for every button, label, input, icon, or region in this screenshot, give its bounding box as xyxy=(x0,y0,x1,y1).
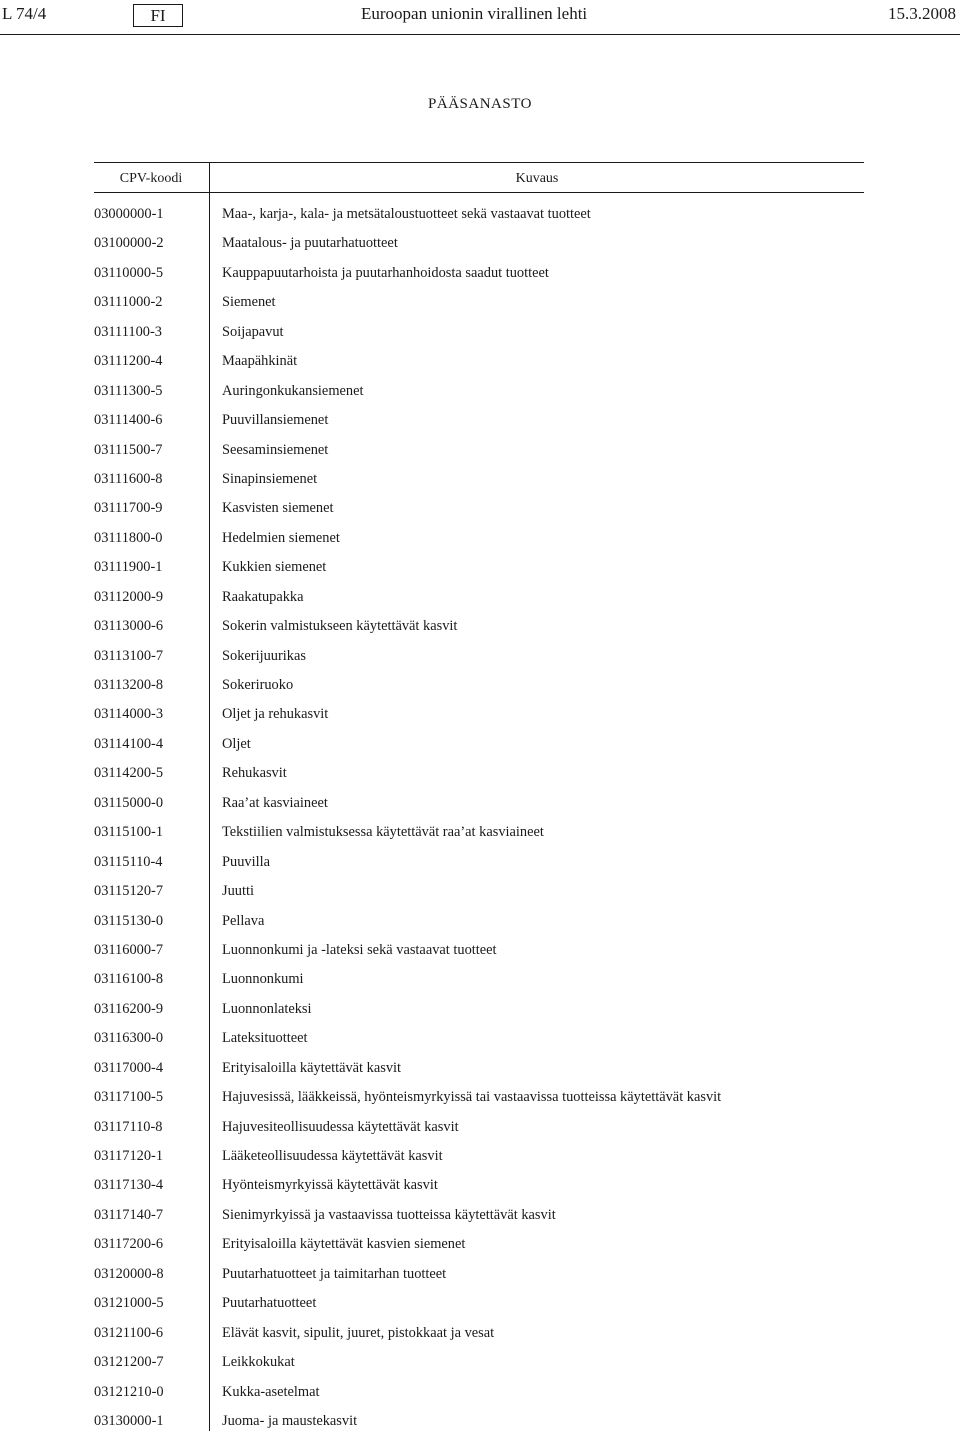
cpv-description: Rehukasvit xyxy=(222,765,287,782)
table-row xyxy=(94,1409,864,1438)
cpv-description: Elävät kasvit, sipulit, juuret, pistokkaat ja vesat xyxy=(222,1324,495,1341)
cpv-code: 03113100-7 xyxy=(94,647,164,664)
cpv-code: 03114100-4 xyxy=(94,735,164,752)
cpv-description: Luonnonkumi xyxy=(222,971,304,988)
table-row xyxy=(94,644,864,673)
cpv-code: 03100000-2 xyxy=(94,235,164,252)
table-row xyxy=(94,496,864,525)
cpv-code: 03130000-1 xyxy=(94,1412,164,1429)
table-row xyxy=(94,320,864,349)
cpv-code: 03117120-1 xyxy=(94,1148,164,1164)
table-row xyxy=(94,349,864,378)
cpv-description: Luonnonlateksi xyxy=(222,1000,312,1017)
cpv-description: Puuvillansiemenet xyxy=(222,412,329,429)
table-row xyxy=(94,997,864,1026)
cpv-description: Puutarhatuotteet xyxy=(222,1295,317,1312)
cpv-code: 03111900-1 xyxy=(94,559,163,576)
table-row xyxy=(94,879,864,908)
column-header-code: CPV-koodi xyxy=(119,171,183,186)
cpv-description: Kukkien siemenet xyxy=(222,559,327,576)
cpv-description: Juutti xyxy=(222,883,254,900)
cpv-description: Juoma- ja maustekasvit xyxy=(222,1412,358,1429)
cpv-code: 03120000-8 xyxy=(94,1265,164,1282)
table-row xyxy=(94,408,864,437)
cpv-code: 03117200-6 xyxy=(94,1236,164,1253)
language-badge: FI xyxy=(133,4,183,27)
cpv-description: Siemenet xyxy=(222,294,276,311)
table-row xyxy=(94,732,864,761)
cpv-code: 03115110-4 xyxy=(94,853,163,870)
cpv-description: Puutarhatuotteet ja taimitarhan tuotteet xyxy=(222,1265,447,1282)
cpv-code: 03115000-0 xyxy=(94,794,164,811)
table-row xyxy=(94,467,864,496)
cpv-description: Erityisaloilla käytettävät kasvien siemenet xyxy=(222,1236,466,1253)
cpv-description: Oljet xyxy=(222,735,251,752)
cpv-code: 03111200-4 xyxy=(94,353,163,370)
cpv-code: 03112000-9 xyxy=(94,588,164,605)
cpv-description: Soijapavut xyxy=(222,323,284,340)
cpv-description: Tekstiilien valmistuksessa käytettävät raa’at kasviaineet xyxy=(222,824,544,841)
table-row xyxy=(94,1173,864,1202)
cpv-description: Kauppapuutarhoista ja puutarhanhoidosta saadut tuotteet xyxy=(222,264,549,281)
table-row xyxy=(94,1291,864,1320)
column-header-description: Kuvaus xyxy=(515,171,559,186)
cpv-code: 03117130-4 xyxy=(94,1177,164,1194)
cpv-code: 03117000-4 xyxy=(94,1059,164,1076)
table-row xyxy=(94,438,864,467)
cpv-code: 03117140-7 xyxy=(94,1206,164,1223)
table-body xyxy=(94,202,864,1438)
cpv-description: Puuvilla xyxy=(222,853,270,870)
cpv-description: Maapähkinät xyxy=(222,353,298,370)
cpv-code: 03121000-5 xyxy=(94,1295,164,1312)
cpv-description: Erityisaloilla käytettävät kasvit xyxy=(222,1059,402,1076)
cpv-description: Sokeriruoko xyxy=(222,677,294,693)
header-divider xyxy=(0,34,960,35)
cpv-description: Kukka-asetelmat xyxy=(222,1383,320,1400)
page-header xyxy=(0,4,960,26)
cpv-description: Hyönteismyrkyissä käytettävät kasvit xyxy=(222,1177,438,1194)
cpv-code: 03117100-5 xyxy=(94,1089,164,1106)
cpv-description: Oljet ja rehukasvit xyxy=(222,706,329,723)
table-row xyxy=(94,967,864,996)
table-row xyxy=(94,614,864,643)
cpv-code: 03116300-0 xyxy=(94,1030,164,1047)
cpv-description: Maatalous- ja puutarhatuotteet xyxy=(222,235,398,252)
cpv-code: 03111400-6 xyxy=(94,412,163,429)
table-row xyxy=(94,261,864,290)
table-row xyxy=(94,761,864,790)
cpv-code: 03116000-7 xyxy=(94,941,164,958)
cpv-code: 03115100-1 xyxy=(94,824,164,841)
table-row xyxy=(94,1144,864,1173)
table-row xyxy=(94,231,864,260)
table-row xyxy=(94,1115,864,1144)
cpv-description: Lääketeollisuudessa käytettävät kasvit xyxy=(222,1148,443,1164)
cpv-code: 03116200-9 xyxy=(94,1000,164,1017)
cpv-code: 03111800-0 xyxy=(94,529,163,546)
cpv-description: Luonnonkumi ja -lateksi sekä vastaavat tuotteet xyxy=(222,941,497,958)
table-row xyxy=(94,820,864,849)
cpv-description: Leikkokukat xyxy=(222,1354,295,1371)
cpv-code: 03114200-5 xyxy=(94,765,164,782)
table-row xyxy=(94,938,864,967)
cpv-description: Maa-, karja-, kala- ja metsätaloustuotteet sekä vastaavat tuotteet xyxy=(222,206,591,222)
cpv-description: Pellava xyxy=(222,912,265,929)
cpv-code: 03116100-8 xyxy=(94,971,164,988)
table-row xyxy=(94,673,864,702)
cpv-code: 03113000-6 xyxy=(94,618,164,635)
cpv-code: 03111100-3 xyxy=(94,323,162,340)
cpv-code: 03121100-6 xyxy=(94,1324,164,1341)
cpv-description: Kasvisten siemenet xyxy=(222,500,334,517)
publication-date: 15.3.2008 xyxy=(888,4,956,23)
table-row xyxy=(94,202,864,231)
table-row xyxy=(94,526,864,555)
cpv-description: Raakatupakka xyxy=(222,588,304,605)
cpv-description: Lateksituotteet xyxy=(222,1030,308,1047)
table-row xyxy=(94,702,864,731)
cpv-code: 03113200-8 xyxy=(94,677,164,693)
cpv-description: Sienimyrkyissä ja vastaavissa tuotteissa käytettävät kasvit xyxy=(222,1206,556,1223)
document-title: PÄÄSANASTO xyxy=(428,96,532,112)
table-row xyxy=(94,850,864,879)
cpv-code: 03111500-7 xyxy=(94,441,163,458)
cpv-code: 03117110-8 xyxy=(94,1118,163,1135)
table-row xyxy=(94,1262,864,1291)
table-row xyxy=(94,1350,864,1379)
table-row xyxy=(94,1380,864,1409)
cpv-description: Hajuvesissä, lääkkeissä, hyönteismyrkyissä tai vastaavissa tuotteissa käytettävät kasvit xyxy=(222,1089,722,1106)
page-reference: L 74/4 xyxy=(2,4,47,23)
table-row xyxy=(94,1085,864,1114)
cpv-code: 03111300-5 xyxy=(94,382,163,399)
cpv-code: 03111000-2 xyxy=(94,294,163,311)
cpv-description: Sinapinsiemenet xyxy=(222,470,318,487)
cpv-description: Sokerijuurikas xyxy=(222,647,306,664)
table-row xyxy=(94,791,864,820)
cpv-description: Hedelmien siemenet xyxy=(222,529,340,546)
journal-title: Euroopan unionin virallinen lehti xyxy=(361,4,588,23)
cpv-code: 03121210-0 xyxy=(94,1383,164,1400)
table-row xyxy=(94,555,864,584)
cpv-code: 03115130-0 xyxy=(94,912,164,929)
table-row xyxy=(94,1321,864,1350)
table-row xyxy=(94,1203,864,1232)
cpv-description: Raa’at kasviaineet xyxy=(222,794,328,811)
table-row xyxy=(94,1056,864,1085)
cpv-description: Seesaminsiemenet xyxy=(222,441,329,458)
cpv-code: 03111700-9 xyxy=(94,500,163,517)
cpv-description: Hajuvesiteollisuudessa käytettävät kasvit xyxy=(222,1118,459,1135)
cpv-code: 03111600-8 xyxy=(94,470,163,487)
cpv-code: 03114000-3 xyxy=(94,706,164,723)
cpv-code: 03121200-7 xyxy=(94,1354,164,1371)
cpv-code: 03000000-1 xyxy=(94,206,164,222)
table-row xyxy=(94,290,864,319)
table-row xyxy=(94,1232,864,1261)
cpv-code: 03110000-5 xyxy=(94,264,164,281)
cpv-code: 03115120-7 xyxy=(94,883,164,900)
table-row xyxy=(94,909,864,938)
cpv-description: Auringonkukansiemenet xyxy=(222,382,364,399)
table-row xyxy=(94,379,864,408)
table-row xyxy=(94,1026,864,1055)
table-row xyxy=(94,585,864,614)
cpv-description: Sokerin valmistukseen käytettävät kasvit xyxy=(222,618,458,635)
